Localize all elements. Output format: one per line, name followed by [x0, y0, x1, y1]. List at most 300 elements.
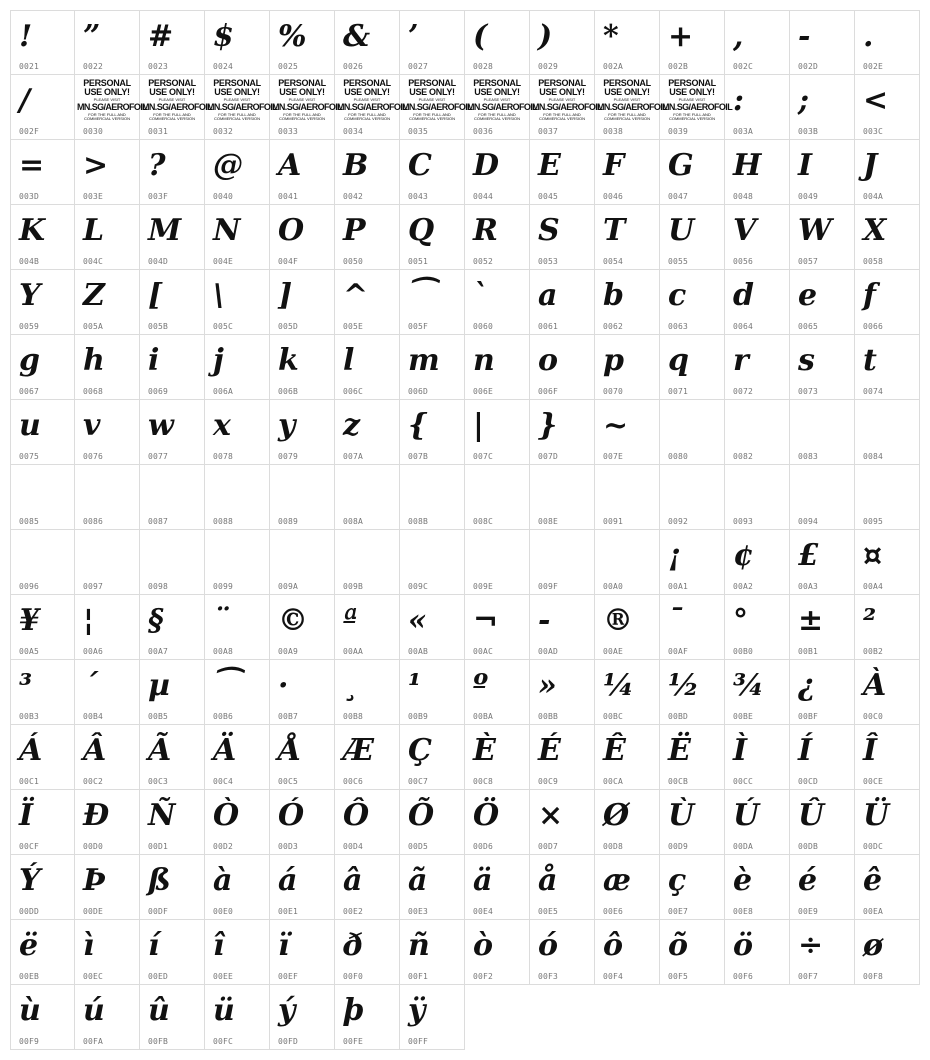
glyph-cell [270, 400, 335, 465]
glyph-cell [855, 400, 920, 465]
glyph-sample: ½ [668, 668, 700, 703]
glyph-sample: ’ [408, 19, 419, 54]
glyph-cell [855, 335, 920, 400]
personal-use-notice [467, 78, 538, 121]
glyph-sample: ³ [19, 668, 33, 703]
glyph-code: 007E [603, 452, 624, 461]
notice-line: USE ONLY! [539, 87, 585, 97]
notice-line: MN.SG/AEROFOIL [597, 102, 668, 112]
glyph-code: 00AF [668, 647, 689, 656]
glyph-code: 0031 [148, 127, 169, 136]
glyph-cell [465, 335, 530, 400]
glyph-code: 008C [473, 517, 494, 526]
glyph-cell [10, 725, 75, 790]
glyph-code: 0023 [148, 62, 169, 71]
glyph-code: 0082 [733, 452, 754, 461]
glyph-code: 005D [278, 322, 299, 331]
glyph-cell [530, 530, 595, 595]
glyph-cell [660, 400, 725, 465]
glyph-code: 0088 [213, 517, 234, 526]
glyph-sample: B [343, 148, 369, 183]
glyph-sample: Õ [408, 798, 435, 833]
glyph-code: 0059 [19, 322, 40, 331]
glyph-cell [205, 205, 270, 270]
glyph-code: 00E1 [278, 907, 299, 916]
glyph-cell [270, 205, 335, 270]
glyph-cell [10, 140, 75, 205]
glyph-cell [400, 985, 465, 1050]
glyph-code: 00CC [733, 777, 754, 786]
glyph-code: 003D [19, 192, 40, 201]
glyph-code: 0083 [798, 452, 819, 461]
glyph-cell [465, 10, 530, 75]
notice-line: PERSONAL [538, 78, 586, 88]
glyph-sample: C [408, 148, 432, 183]
glyph-code: 0075 [19, 452, 40, 461]
glyph-sample: £ [798, 538, 819, 573]
glyph-sample: é [798, 863, 818, 898]
glyph-sample: + [668, 19, 694, 54]
glyph-sample: Æ [343, 733, 375, 768]
notice-line: PLEASE VISIT [678, 97, 706, 102]
glyph-cell [790, 725, 855, 790]
glyph-sample: m [408, 343, 440, 378]
glyph-code: 00DA [733, 842, 754, 851]
glyph-cell [660, 530, 725, 595]
glyph-sample: í [148, 928, 160, 963]
glyph-sample: ö [733, 928, 754, 963]
glyph-cell [400, 465, 465, 530]
glyph-sample: E [538, 148, 561, 183]
glyph-cell [205, 140, 270, 205]
glyph-code: 0094 [798, 517, 819, 526]
glyph-sample: ï [278, 928, 290, 963]
glyph-cell [595, 855, 660, 920]
glyph-sample: k [278, 343, 299, 378]
glyph-cell [465, 530, 530, 595]
glyph-sample: ; [798, 83, 810, 118]
glyph-cell [335, 75, 408, 140]
glyph-sample: Ý [19, 863, 41, 898]
glyph-code: 00F7 [798, 972, 819, 981]
glyph-code: 009F [538, 582, 559, 591]
glyph-code: 00B3 [19, 712, 40, 721]
glyph-cell [270, 660, 335, 725]
glyph-sample: õ [668, 928, 689, 963]
glyph-sample: ç [668, 863, 687, 898]
glyph-code: 00D9 [668, 842, 689, 851]
glyph-sample: ê [863, 863, 883, 898]
glyph-sample: Í [798, 733, 813, 768]
glyph-code: 0025 [278, 62, 299, 71]
personal-use-notice [662, 78, 733, 121]
glyph-cell [855, 595, 920, 660]
glyph-code: 00A7 [148, 647, 169, 656]
glyph-sample: o [538, 343, 559, 378]
glyph-sample: a [538, 278, 558, 313]
glyph-cell [855, 270, 920, 335]
glyph-code: 0086 [83, 517, 104, 526]
glyph-sample: G [668, 148, 694, 183]
glyph-code: 0058 [863, 257, 884, 266]
glyph-sample: , [733, 19, 744, 54]
glyph-sample: ë [19, 928, 39, 963]
glyph-cell [530, 725, 595, 790]
glyph-code: 0029 [538, 62, 559, 71]
glyph-code: 00D5 [408, 842, 429, 851]
glyph-cell [855, 140, 920, 205]
glyph-sample: × [538, 798, 564, 833]
glyph-cell [270, 985, 335, 1050]
glyph-cell [10, 790, 75, 855]
notice-line: FOR THE FULL AND COMMERCIAL VERSION [278, 112, 326, 121]
glyph-sample: : [733, 83, 745, 118]
glyph-sample: Þ [83, 863, 106, 898]
notice-line: PERSONAL [278, 78, 326, 88]
glyph-code: 00F8 [863, 972, 884, 981]
glyph-code: 0022 [83, 62, 104, 71]
glyph-sample: r [733, 343, 749, 378]
glyph-sample: ñ [408, 928, 430, 963]
notice-line: PERSONAL [603, 78, 651, 88]
notice-line: MN.SG/AEROFOIL [272, 102, 343, 112]
glyph-sample: ÿ [408, 993, 426, 1028]
glyph-cell [205, 530, 270, 595]
glyph-cell [595, 10, 660, 75]
glyph-cell [75, 855, 140, 920]
glyph-cell [530, 465, 595, 530]
glyph-cell [140, 660, 205, 725]
glyph-cell [530, 790, 595, 855]
glyph-code: 0046 [603, 192, 624, 201]
glyph-code: 0079 [278, 452, 299, 461]
glyph-code: 00BD [668, 712, 689, 721]
glyph-sample: © [278, 603, 308, 638]
notice-line: MN.SG/AEROFOIL [77, 102, 148, 112]
glyph-sample: t [863, 343, 877, 378]
glyph-sample: Ì [733, 733, 748, 768]
glyph-code: 00F6 [733, 972, 754, 981]
glyph-code: 0066 [863, 322, 884, 331]
glyph-code: 0069 [148, 387, 169, 396]
glyph-cell [335, 725, 400, 790]
glyph-cell [140, 335, 205, 400]
glyph-sample: Ã [148, 733, 172, 768]
glyph-cell [335, 660, 400, 725]
glyph-cell [75, 400, 140, 465]
glyph-cell [660, 465, 725, 530]
glyph-cell [465, 270, 530, 335]
glyph-cell [335, 920, 400, 985]
glyph-sample: Ô [343, 798, 370, 833]
glyph-code: 00A6 [83, 647, 104, 656]
glyph-cell [335, 335, 400, 400]
glyph-cell [725, 725, 790, 790]
glyph-cell [465, 660, 530, 725]
glyph-code: 002C [733, 62, 754, 71]
glyph-cell [400, 920, 465, 985]
glyph-cell [530, 660, 595, 725]
glyph-cell [855, 790, 920, 855]
glyph-grid [10, 10, 920, 1050]
glyph-sample: / [19, 83, 30, 118]
glyph-sample: Ç [408, 733, 432, 768]
glyph-cell [725, 855, 790, 920]
glyph-sample: · [278, 668, 289, 703]
glyph-cell [530, 855, 595, 920]
glyph-cell [465, 205, 530, 270]
glyph-cell [400, 335, 465, 400]
glyph-sample: ! [19, 19, 33, 54]
personal-use-notice [142, 78, 213, 121]
glyph-code: 0042 [343, 192, 364, 201]
glyph-code: 00C8 [473, 777, 494, 786]
glyph-cell [270, 595, 335, 660]
notice-line: PLEASE VISIT [483, 97, 511, 102]
glyph-sample: O [278, 213, 305, 248]
glyph-sample: Ó [278, 798, 305, 833]
glyph-code: 00D1 [148, 842, 169, 851]
glyph-cell [75, 660, 140, 725]
glyph-cell [725, 595, 790, 660]
glyph-sample: Ü [863, 798, 890, 833]
glyph-code: 00C7 [408, 777, 429, 786]
glyph-cell [335, 855, 400, 920]
glyph-cell [400, 790, 465, 855]
glyph-code: 005E [343, 322, 364, 331]
glyph-cell [660, 10, 725, 75]
glyph-cell [660, 75, 733, 140]
glyph-sample: « [408, 603, 427, 638]
personal-use-notice [207, 78, 278, 121]
glyph-sample: ~ [603, 408, 629, 443]
glyph-sample: ` [473, 278, 488, 313]
notice-line: FOR THE FULL AND COMMERCIAL VERSION [343, 112, 391, 121]
glyph-code: 00F3 [538, 972, 559, 981]
glyph-cell [335, 985, 400, 1050]
glyph-cell [465, 855, 530, 920]
glyph-code: 0038 [603, 127, 624, 136]
glyph-cell [205, 10, 270, 75]
notice-line: PLEASE VISIT [548, 97, 576, 102]
glyph-code: 0098 [148, 582, 169, 591]
glyph-code: 0093 [733, 517, 754, 526]
glyph-cell [335, 270, 400, 335]
glyph-cell [855, 75, 920, 140]
glyph-cell [855, 920, 920, 985]
glyph-code: 00A0 [603, 582, 624, 591]
glyph-cell [465, 725, 530, 790]
glyph-cell [270, 920, 335, 985]
glyph-cell [725, 205, 790, 270]
glyph-cell [660, 725, 725, 790]
glyph-code: 009A [278, 582, 299, 591]
glyph-cell [400, 400, 465, 465]
glyph-cell [790, 595, 855, 660]
glyph-cell [465, 140, 530, 205]
glyph-code: 00B2 [863, 647, 884, 656]
glyph-code: 0021 [19, 62, 40, 71]
glyph-sample: Á [19, 733, 43, 768]
glyph-cell [75, 10, 140, 75]
glyph-cell [75, 75, 148, 140]
glyph-code: 003E [83, 192, 104, 201]
glyph-code: 0034 [343, 127, 364, 136]
glyph-sample: P [343, 213, 366, 248]
glyph-cell [270, 530, 335, 595]
personal-use-notice [77, 78, 148, 121]
glyph-code: 00D2 [213, 842, 234, 851]
glyph-code: 00AD [538, 647, 559, 656]
glyph-code: 0065 [798, 322, 819, 331]
glyph-cell [140, 75, 213, 140]
glyph-sample: ´ [83, 668, 98, 703]
notice-line: PLEASE VISIT [93, 97, 121, 102]
glyph-cell [205, 985, 270, 1050]
glyph-code: 008E [538, 517, 559, 526]
glyph-code: 0045 [538, 192, 559, 201]
glyph-sample: Ø [603, 798, 630, 833]
glyph-code: 007B [408, 452, 429, 461]
glyph-code: 00B8 [343, 712, 364, 721]
glyph-code: 00D7 [538, 842, 559, 851]
glyph-code: 00B0 [733, 647, 754, 656]
glyph-cell [660, 270, 725, 335]
glyph-sample: W [798, 213, 832, 248]
glyph-code: 002E [863, 62, 884, 71]
glyph-sample: ¡ [668, 538, 682, 573]
glyph-sample: Ë [668, 733, 691, 768]
glyph-cell [10, 530, 75, 595]
glyph-code: 00E3 [408, 907, 429, 916]
glyph-cell [10, 335, 75, 400]
glyph-sample: L [83, 213, 105, 248]
personal-use-notice [597, 78, 668, 121]
glyph-cell [790, 140, 855, 205]
glyph-code: 0099 [213, 582, 234, 591]
glyph-code: 006B [278, 387, 299, 396]
glyph-sample: < [863, 83, 889, 118]
glyph-code: 0049 [798, 192, 819, 201]
glyph-code: 007D [538, 452, 559, 461]
notice-line: USE ONLY! [474, 87, 520, 97]
glyph-code: 00F4 [603, 972, 624, 981]
glyph-code: 00CF [19, 842, 40, 851]
glyph-cell [660, 595, 725, 660]
glyph-sample: Û [798, 798, 825, 833]
glyph-sample: ó [538, 928, 559, 963]
glyph-sample: ù [19, 993, 41, 1028]
glyph-code: 00CE [863, 777, 884, 786]
glyph-cell [595, 660, 660, 725]
glyph-cell [270, 465, 335, 530]
glyph-cell [10, 465, 75, 530]
glyph-sample: s [798, 343, 815, 378]
glyph-code: 0064 [733, 322, 754, 331]
glyph-cell [140, 595, 205, 660]
glyph-code: 004D [148, 257, 169, 266]
glyph-cell [400, 530, 465, 595]
glyph-code: 002D [798, 62, 819, 71]
glyph-sample: - [538, 603, 551, 638]
glyph-sample: î [213, 928, 225, 963]
glyph-code: 00FF [408, 1037, 429, 1046]
notice-line: MN.SG/AEROFOIL [402, 102, 473, 112]
notice-line: MN.SG/AEROFOIL [142, 102, 213, 112]
glyph-cell [205, 75, 278, 140]
glyph-cell [790, 790, 855, 855]
glyph-sample: v [83, 408, 101, 443]
glyph-code: 00BC [603, 712, 624, 721]
glyph-sample: \ [213, 278, 224, 313]
glyph-cell [140, 790, 205, 855]
glyph-code: 0078 [213, 452, 234, 461]
glyph-code: 00F1 [408, 972, 429, 981]
glyph-sample: Ï [19, 798, 34, 833]
glyph-cell [790, 855, 855, 920]
glyph-code: 00A4 [863, 582, 884, 591]
glyph-code: 00C4 [213, 777, 234, 786]
glyph-cell [400, 725, 465, 790]
glyph-sample: & [343, 19, 371, 54]
glyph-cell [530, 335, 595, 400]
glyph-cell [595, 790, 660, 855]
glyph-code: 0060 [473, 322, 494, 331]
notice-line: FOR THE FULL AND COMMERCIAL VERSION [408, 112, 456, 121]
glyph-code: 00D3 [278, 842, 299, 851]
glyph-sample: ¬ [473, 603, 499, 638]
glyph-code: 0091 [603, 517, 624, 526]
glyph-sample: S [538, 213, 560, 248]
glyph-sample: ÷ [798, 928, 824, 963]
glyph-cell [530, 270, 595, 335]
glyph-cell [725, 75, 790, 140]
glyph-sample: ú [83, 993, 105, 1028]
glyph-cell [790, 530, 855, 595]
glyph-cell [10, 920, 75, 985]
glyph-cell [790, 465, 855, 530]
glyph-sample: } [538, 408, 558, 443]
glyph-code: 0076 [83, 452, 104, 461]
glyph-sample: # [148, 19, 174, 54]
glyph-sample: @ [213, 148, 243, 183]
glyph-code: 00FC [213, 1037, 234, 1046]
glyph-cell [400, 10, 465, 75]
glyph-cell [725, 400, 790, 465]
glyph-cell [855, 10, 920, 75]
glyph-code: 0051 [408, 257, 429, 266]
glyph-sample: Ö [473, 798, 500, 833]
glyph-code: 004C [83, 257, 104, 266]
glyph-cell [530, 75, 603, 140]
glyph-code: 0056 [733, 257, 754, 266]
glyph-code: 0028 [473, 62, 494, 71]
glyph-cell [790, 920, 855, 985]
glyph-code: 00C0 [863, 712, 884, 721]
glyph-sample: V [733, 213, 757, 248]
glyph-sample: § [148, 603, 164, 638]
notice-line: MN.SG/AEROFOIL [467, 102, 538, 112]
glyph-code: 0050 [343, 257, 364, 266]
glyph-cell [725, 660, 790, 725]
glyph-sample: n [473, 343, 495, 378]
notice-line: FOR THE FULL AND COMMERCIAL VERSION [83, 112, 131, 121]
glyph-code: 00EC [83, 972, 104, 981]
glyph-sample: q [668, 343, 689, 378]
glyph-sample: A [278, 148, 302, 183]
glyph-code: 00AA [343, 647, 364, 656]
glyph-sample: d [733, 278, 754, 313]
